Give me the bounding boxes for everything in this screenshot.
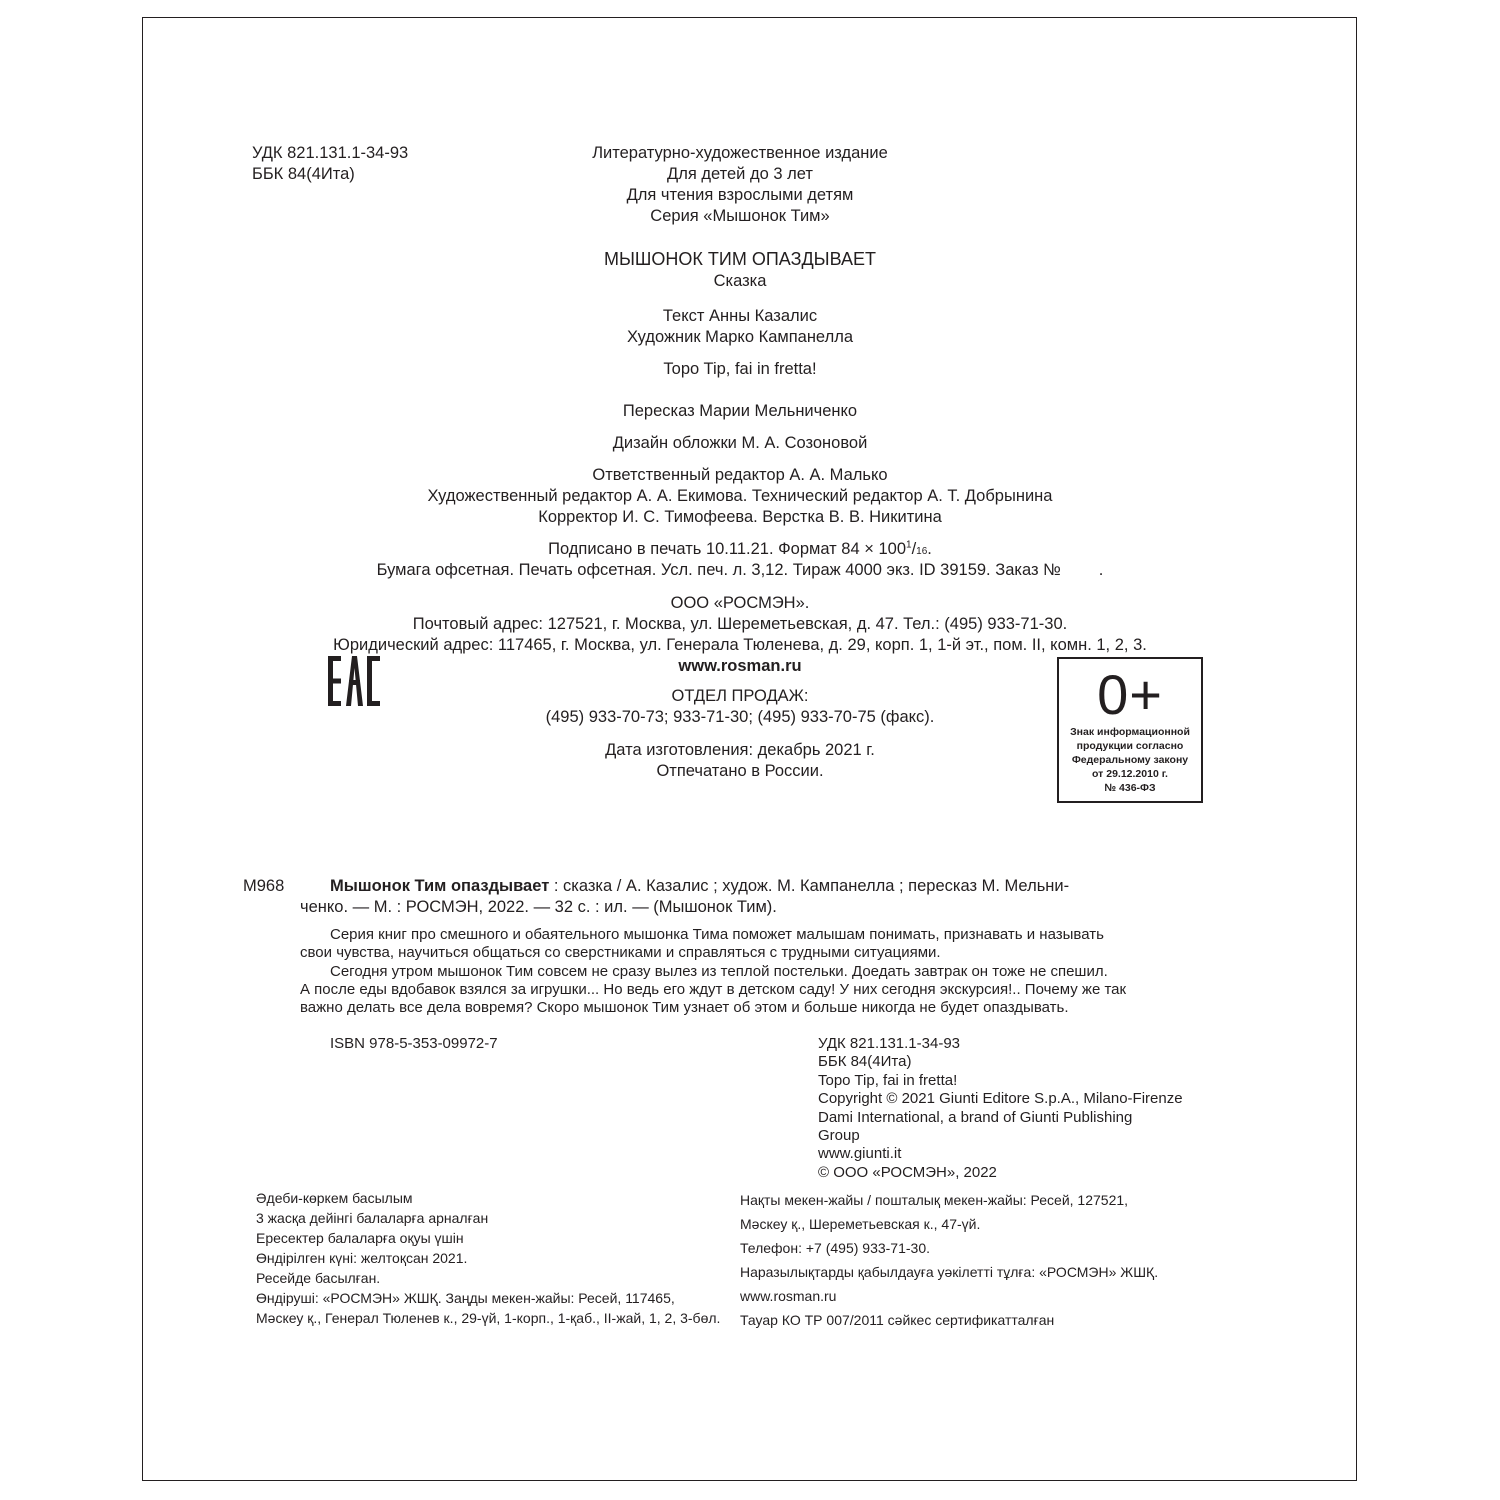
sales-label: ОТДЕЛ ПРОДАЖ: [671, 687, 809, 705]
header-line: Серия «Мышонок Тим» [650, 207, 830, 225]
eac-mark-icon [328, 656, 380, 706]
editor-line: Ответственный редактор А. А. Малько [592, 466, 888, 484]
editor-line: Корректор И. С. Тимофеева. Верстка В. В. Никитина [538, 508, 942, 526]
sales-phones: (495) 933-70-73; 933-71-30; (495) 933-70-75 (факс). [545, 708, 935, 726]
annotation: Серия книг про смешного и обаятельного мышонка Тима поможет малышам понимать, признавать и называть свои чувства, научиться общаться со сверстниками и справляться с трудными ситуациями. Сегодня утром мышонок Тим совсем не сразу вылез из теплой постельки. Доедать завтрак он тоже не спешил. А после еды вдобавок взялся за игрушки... Но ведь его ждут в детском саду! У них сегодня экскурсия!.. Почему же так важно делать все дела вовремя? Скоро мышонок Тим узнает об этом и больше никогда не будет опаздывать. [300, 926, 1127, 1017]
editors-block [240, 465, 1240, 528]
catalog-line-2: ченко. — М. : РОСМЭН, 2022. — 32 с. : ил. — (Мышонок Тим). [300, 898, 777, 916]
catalog-code: М968 [243, 877, 285, 895]
print-info [240, 539, 1240, 581]
retelling-credit: Пересказ Марии Мельниченко [622, 402, 858, 420]
editor-line: Художественный редактор А. А. Екимова. Технический редактор А. Т. Добрынина [427, 487, 1053, 505]
age-rating-sign: 0+ [1097, 663, 1163, 726]
original-title: Topo Tip, fai in fretta! [663, 360, 817, 378]
catalog-title: Мышонок Тим опаздывает [330, 877, 550, 895]
kazakh-info-right: Нақты мекен-жайы / пошталық мекен-жайы: Ресей, 127521, Мәскеу қ., Шереметьевская к., 47-үй. Телефон: +7 (495) 933-71-30. Наразылықтарды қабылдауға уәкілетті тұлға: «РОСМЭН» ЖШҚ. www.rosman.ru Тауар КО ТР 007/2011 сәйкес сертификатталған [740, 1192, 1159, 1328]
publisher-name: ООО «РОСМЭН». [670, 594, 810, 612]
paper-info: Бумага офсетная. Печать офсетная. Усл. печ. л. 3,12. Тираж 4000 экз. ID 39159. Заказ № . [376, 561, 1104, 579]
rights-block: УДК 821.131.1-34-93 ББК 84(4Ита) Topo Tip, fai in fretta! Copyright © 2021 Giunti Editore S.p.A., Milano-Firenze Dami International, a brand of Giunti Publishing Group www.giunti.it © ООО «РОСМЭН», 2022 [818, 1035, 1183, 1181]
publisher-site: www.rosman.ru [678, 657, 802, 675]
bbk-code: ББК 84(4Ита) [252, 165, 355, 183]
credit-line: Художник Марко Кампанелла [627, 328, 853, 346]
udk-code: УДК 821.131.1-34-93 [252, 144, 409, 162]
isbn: ISBN 978-5-353-09972-7 [330, 1035, 498, 1052]
header-line: Литературно-художественное издание [592, 144, 888, 162]
signed-to-print: Подписано в печать 10.11.21. Формат $84 \times 100^1/16$. [548, 539, 932, 558]
postal-address: Почтовый адрес: 127521, г. Москва, ул. Шереметьевская, д. 47. Тел.: (495) 933-71-30. [412, 615, 1068, 633]
catalog-line-1: Мышонок Тим опаздывает : сказка / А. Казалис ; худож. М. Кампанелла ; пересказ М. Мельни- [330, 877, 1070, 895]
credit-line: Текст Анны Казалис [662, 307, 818, 325]
legal-address: Юридический адрес: 117465, г. Москва, ул. Генерала Тюленева, д. 29, корп. 1, 1-й эт., пом. II, комн. 1, 2, 3. [333, 636, 1147, 654]
cover-design-credit: Дизайн обложки М. А. Созоновой [612, 434, 868, 452]
edition-header [240, 143, 1240, 227]
book-genre: Сказка [713, 272, 767, 290]
credits [240, 306, 1240, 348]
header-line: Для детей до 3 лет [667, 165, 813, 183]
age-rating-box [1057, 657, 1203, 803]
manufacture-date: Дата изготовления: декабрь 2021 г. [605, 741, 875, 759]
book-title: МЫШОНОК ТИМ ОПАЗДЫВАЕТ [604, 249, 876, 269]
kazakh-info-left: Әдеби-көркем басылым 3 жасқа дейінгі балаларға арналған Ересектер балаларға оқуы үшін Өндірілген күні: желтоқсан 2021. Ресейде басылған. Өндіруші: «РОСМЭН» ЖШҚ. Заңды мекен-жайы: Ресей, 117465, Мәскеу қ., Генерал Тюленев к., 29-үй, 1-корп., 1-қаб., II-жай, 1, 2, 3-бөл. [256, 1190, 721, 1326]
age-rating-text: Знак информационной продукции согласно Федеральному закону от 29.12.2010 г. № 436-ФЗ [1070, 726, 1190, 794]
printed-in: Отпечатано в России. [656, 762, 824, 780]
header-line: Для чтения взрослыми детям [626, 186, 854, 204]
